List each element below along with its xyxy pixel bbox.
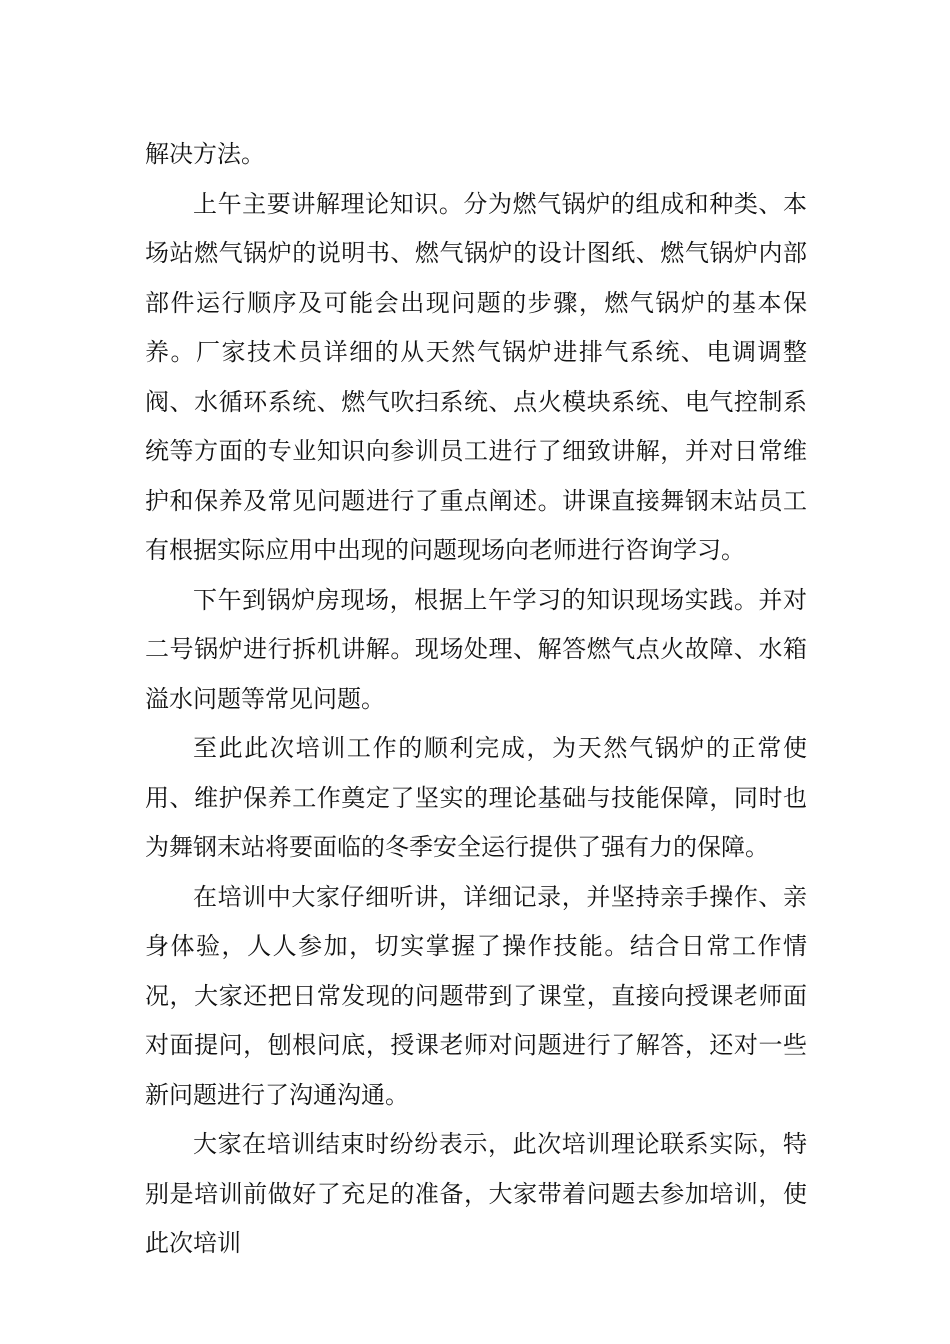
paragraph-completion: 至此此次培训工作的顺利完成，为天然气锅炉的正常使用、维护保养工作奠定了坚实的理论基础与技能保障，同时也为舞钢末站将要面临的冬季安全运行提供了强有力的保障。: [145, 734, 807, 861]
paragraph-participation: 在培训中大家仔细听讲，详细记录，并坚持亲手操作、亲身体验，人人参加，切实掌握了操作技能。结合日常工作情况，大家还把日常发现的问题带到了课堂，直接向授课老师面对面提问，刨根问底，授课老师对问题进行了解答，还对一些新问题进行了沟通沟通。: [145, 882, 807, 1109]
paragraph-afternoon-practice: 下午到锅炉房现场，根据上午学习的知识现场实践。并对二号锅炉进行拆机讲解。现场处理、解答燃气点火故障、水箱溢水问题等常见问题。: [145, 585, 807, 713]
document-body: [145, 130, 807, 1269]
paragraph-feedback: 大家在培训结束时纷纷表示，此次培训理论联系实际，特别是培训前做好了充足的准备，大家带着问题去参加培训，使此次培训: [145, 1130, 807, 1257]
paragraph-continuation: 解决方法。: [145, 140, 265, 168]
paragraph-morning-theory: 上午主要讲解理论知识。分为燃气锅炉的组成和种类、本场站燃气锅炉的说明书、燃气锅炉的设计图纸、燃气锅炉内部部件运行顺序及可能会出现问题的步骤，燃气锅炉的基本保养。厂家技术员详细的从天然气锅炉进排气系统、电调调整阀、水循环系统、燃气吹扫系统、点火模块系统、电气控制系统等方面的专业知识向参训员工进行了细致讲解，并对日常维护和保养及常见问题进行了重点阐述。讲课直接舞钢末站员工有根据实际应用中出现的问题现场向老师进行咨询学习。: [145, 189, 807, 564]
